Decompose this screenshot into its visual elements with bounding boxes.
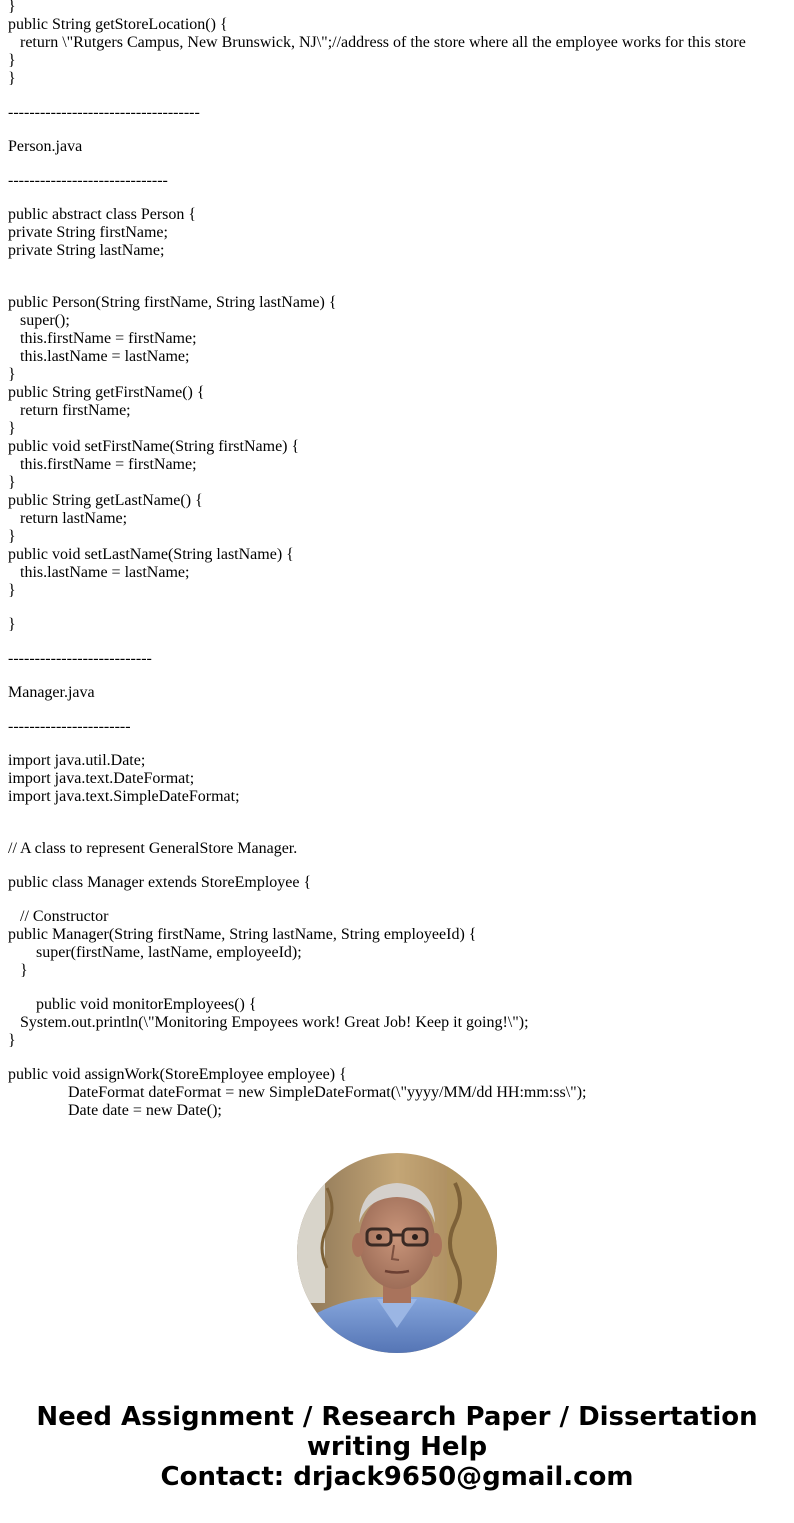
footer-line: writing Help — [306, 1432, 488, 1462]
code-comment: // A class to represent GeneralStore Manager. — [8, 840, 298, 857]
code-line: import java.text.DateFormat; — [8, 770, 195, 787]
code-line: System.out.println(\"Monitoring Empoyees work! Great Job! Keep it going!\"); — [8, 1014, 529, 1031]
code-line: } — [8, 616, 16, 633]
separator: --------------------------- — [8, 650, 152, 667]
code-line: return \"Rutgers Campus, New Brunswick, NJ\";//address of the store where all the employee works for this store — [8, 34, 746, 51]
separator: ----------------------- — [8, 718, 131, 735]
code-line: public void setLastName(String lastName) { — [8, 546, 294, 563]
code-line: public void assignWork(StoreEmployee employee) { — [8, 1066, 347, 1083]
code-line: private String firstName; — [8, 224, 168, 241]
code-line: public void setFirstName(String firstName) { — [8, 438, 300, 455]
code-line: // Constructor — [8, 908, 109, 925]
code-line: import java.util.Date; — [8, 752, 146, 769]
code-line: } — [8, 420, 16, 437]
code-line: } — [8, 474, 16, 491]
code-line: Date date = new Date(); — [8, 1102, 222, 1119]
footer-promo — [0, 1402, 794, 1492]
code-line: this.lastName = lastName; — [8, 348, 190, 365]
code-line: public Person(String firstName, String lastName) { — [8, 294, 337, 311]
code-line: DateFormat dateFormat = new SimpleDateFormat(\"yyyy/MM/dd HH:mm:ss\"); — [8, 1084, 587, 1101]
author-avatar — [297, 1153, 497, 1353]
code-line: public Manager(String firstName, String lastName, String employeeId) { — [8, 926, 477, 943]
code-line: return firstName; — [8, 402, 131, 419]
code-line: this.firstName = firstName; — [8, 330, 197, 347]
code-line: this.lastName = lastName; — [8, 564, 190, 581]
file-heading-person: Person.java — [8, 138, 83, 155]
code-line: } — [8, 1032, 16, 1049]
code-line: public class Manager extends StoreEmployee { — [8, 874, 312, 891]
code-line: } — [8, 0, 16, 15]
code-line: public String getStoreLocation() { — [8, 16, 228, 33]
code-line: super(); — [8, 312, 70, 329]
separator: ------------------------------------ — [8, 104, 200, 121]
code-document — [8, 0, 746, 1120]
code-line: public String getLastName() { — [8, 492, 203, 509]
code-line: } — [8, 366, 16, 383]
code-line: } — [8, 528, 16, 545]
code-line: } — [8, 70, 16, 87]
code-line: public String getFirstName() { — [8, 384, 205, 401]
code-line: super(firstName, lastName, employeeId); — [8, 944, 302, 961]
file-heading-manager: Manager.java — [8, 684, 95, 701]
code-line: } — [8, 962, 28, 979]
code-line: public abstract class Person { — [8, 206, 197, 223]
code-line: return lastName; — [8, 510, 128, 527]
code-line: this.firstName = firstName; — [8, 456, 197, 473]
code-line: public void monitorEmployees() { — [8, 996, 257, 1013]
separator: ------------------------------ — [8, 172, 168, 189]
footer-line: Need Assignment / Research Paper / Dissertation — [36, 1402, 758, 1432]
code-line: } — [8, 52, 16, 69]
code-line: private String lastName; — [8, 242, 165, 259]
footer-contact: Contact: drjack9650@gmail.com — [160, 1462, 634, 1492]
code-line: import java.text.SimpleDateFormat; — [8, 788, 240, 805]
code-line: } — [8, 582, 16, 599]
